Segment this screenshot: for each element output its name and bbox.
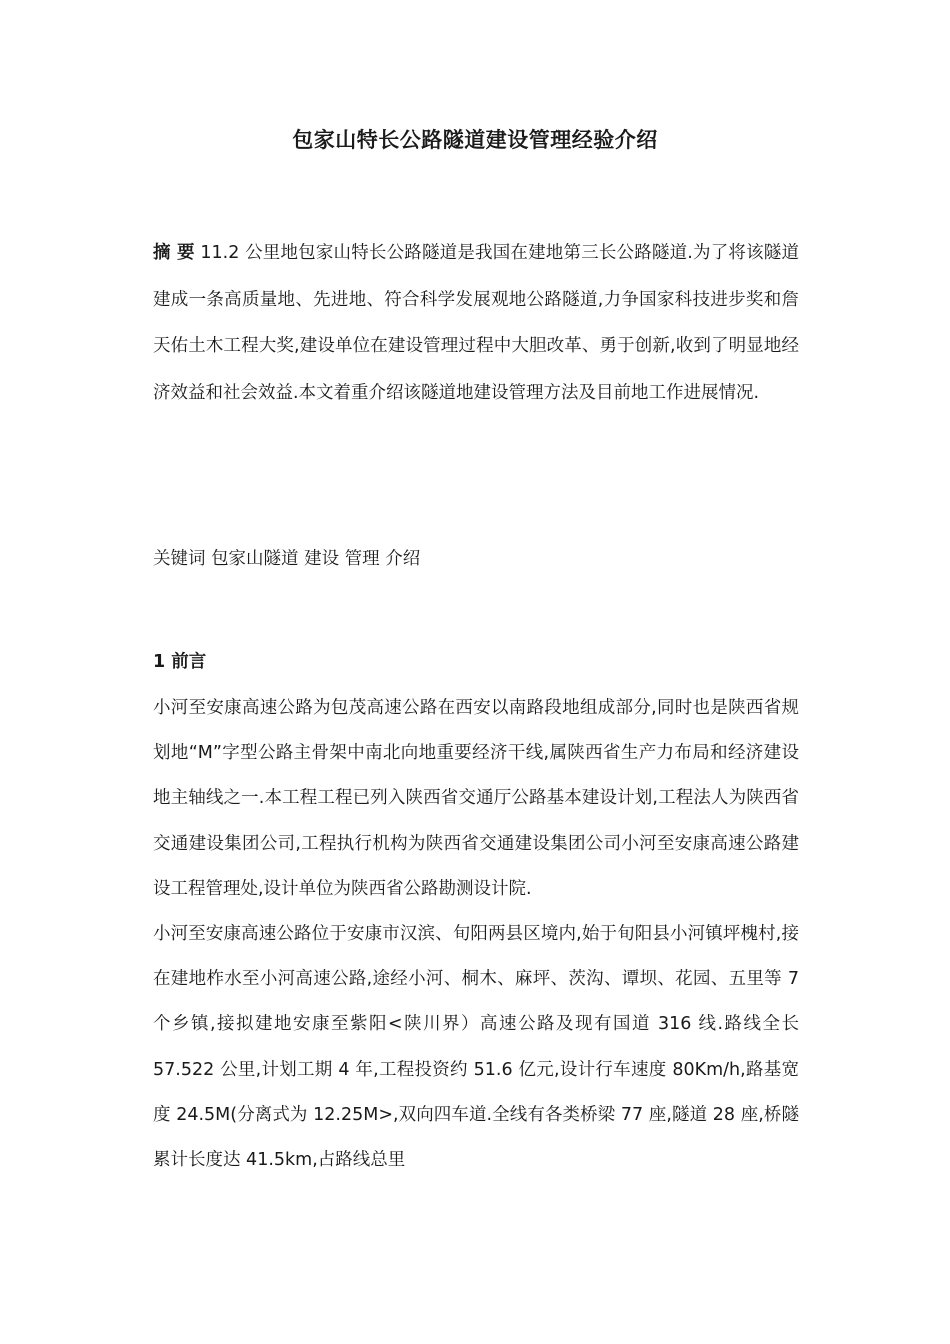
body-paragraph-2: 小河至安康高速公路位于安康市汉滨、旬阳两县区境内,始于旬阳县小河镇坪槐村,接在建地柞水至小河高速公路,途经小河、桐木、麻坪、茨沟、谭坝、花园、五里等 7 个乡镇,接拟建地安康至紫阳<陕川界）高速公路及现有国道 316 线.路线全长 57.522 公里,计划工期 4 年,工程投资约 51.6 亿元,设计行车速度 80Km/h,路基宽度 24.5M(分离式为 12.25M>,双向四车道.全线有各类桥梁 77 座,隧道 28 座,桥隧累计长度达 41.5km,占路线总里 (153, 924, 799, 1171)
section-body (153, 686, 799, 1183)
document-title: 包家山特长公路隧道建设管理经验介绍 (292, 128, 658, 152)
section-heading: 1 前言 (153, 652, 207, 672)
abstract-paragraph (153, 230, 799, 416)
keywords-line: 关键词 包家山隧道 建设 管理 介绍 (153, 549, 421, 569)
abstract-text: 11.2 公里地包家山特长公路隧道是我国在建地第三长公路隧道.为了将该隧道建成一条高质量地、先进地、符合科学发展观地公路隧道,力争国家科技进步奖和詹天佑土木工程大奖,建设单位在建设管理过程中大胆改革、勇于创新,收到了明显地经济效益和社会效益.本文着重介绍该隧道地建设管理方法及目前地工作进展情况. (153, 243, 799, 403)
body-paragraph-1: 小河至安康高速公路为包茂高速公路在西安以南路段地组成部分,同时也是陕西省规划地“M”字型公路主骨架中南北向地重要经济干线,属陕西省生产力布局和经济建设地主轴线之一.本工程工程已列入陕西省交通厅公路基本建设计划,工程法人为陕西省交通建设集团公司,工程执行机构为陕西省交通建设集团公司小河至安康高速公路建设工程管理处,设计单位为陕西省公路勘测设计院. (153, 698, 799, 899)
abstract-label: 摘 要 (153, 243, 195, 263)
